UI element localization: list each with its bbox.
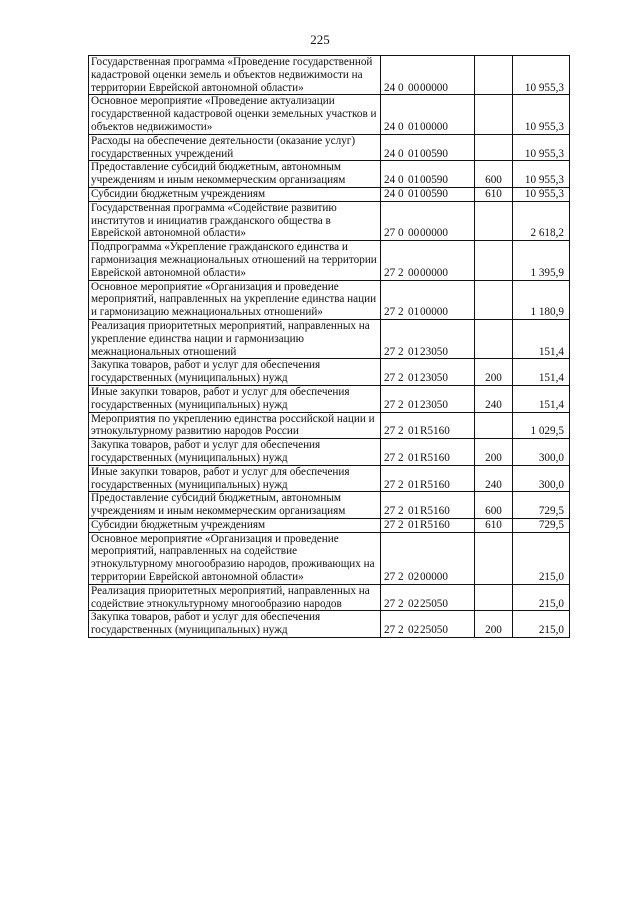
row-code	[381, 241, 475, 280]
row-name: Основное мероприятие «Проведение актуализации государственной кадастровой оценки земельных участков и объектов недвижимости»	[89, 95, 381, 134]
code-part: 0	[398, 174, 404, 187]
code-part: 00000	[420, 120, 448, 133]
table-row	[89, 134, 570, 161]
table-row	[89, 319, 570, 358]
code-part: 2	[398, 571, 404, 584]
table-row	[89, 611, 570, 638]
row-name: Иные закупки товаров, работ и услуг для обеспечения государственных (муниципальных) нужд	[89, 465, 381, 492]
row-code	[381, 201, 475, 240]
row-code	[381, 280, 475, 319]
row-name: Субсидии бюджетным учреждениям	[89, 187, 381, 201]
table-row	[89, 187, 570, 201]
table-row	[89, 532, 570, 584]
code-part: 0	[398, 120, 404, 133]
code-part: 01	[408, 187, 420, 200]
row-amount: 300,0	[513, 465, 570, 492]
budget-table	[88, 55, 570, 638]
code-part: 02	[408, 571, 420, 584]
code-part: 27	[384, 571, 396, 584]
code-part: 01	[408, 174, 420, 187]
code-part: 00590	[420, 174, 448, 187]
row-expense-type	[475, 95, 513, 134]
code-part: 27	[384, 597, 396, 610]
table-row	[89, 385, 570, 412]
code-part: 00000	[420, 81, 448, 94]
row-amount: 151,4	[513, 385, 570, 412]
budget-table-body	[89, 56, 570, 638]
code-part: 27	[384, 478, 396, 491]
table-row	[89, 359, 570, 386]
row-code	[381, 439, 475, 466]
row-amount: 151,4	[513, 359, 570, 386]
row-name: Закупка товаров, работ и услуг для обеспечения государственных (муниципальных) нужд	[89, 611, 381, 638]
page-number: 225	[310, 32, 330, 47]
code-part: 27	[384, 306, 396, 319]
code-part: 00590	[420, 147, 448, 160]
code-part: 2	[398, 266, 404, 279]
code-part: 00	[408, 266, 420, 279]
row-name: Реализация приоритетных мероприятий, направленных на содействие этнокультурному многообразию народов	[89, 584, 381, 611]
row-code	[381, 95, 475, 134]
row-amount: 1 395,9	[513, 241, 570, 280]
code-part: R5160	[420, 451, 450, 464]
table-row	[89, 201, 570, 240]
code-part: 23050	[420, 345, 448, 358]
code-part: 01	[408, 306, 420, 319]
row-expense-type: 600	[475, 161, 513, 188]
row-amount: 10 955,3	[513, 95, 570, 134]
table-row	[89, 492, 570, 519]
code-part: R5160	[420, 425, 450, 438]
code-part: 2	[398, 597, 404, 610]
row-amount: 2 618,2	[513, 201, 570, 240]
code-part: 27	[384, 451, 396, 464]
row-amount: 729,5	[513, 518, 570, 532]
row-name: Закупка товаров, работ и услуг для обеспечения государственных (муниципальных) нужд	[89, 439, 381, 466]
row-code	[381, 584, 475, 611]
table-row	[89, 584, 570, 611]
row-amount: 729,5	[513, 492, 570, 519]
code-part: 01	[408, 398, 420, 411]
code-part: 25050	[420, 597, 448, 610]
row-expense-type: 240	[475, 465, 513, 492]
code-part: 27	[384, 345, 396, 358]
row-expense-type	[475, 584, 513, 611]
row-name: Предоставление субсидий бюджетным, автономным учреждениям и иным некоммерческим организациям	[89, 492, 381, 519]
code-part: 00	[408, 227, 420, 240]
code-part: 00590	[420, 187, 448, 200]
row-code	[381, 412, 475, 439]
row-amount: 300,0	[513, 439, 570, 466]
code-part: 00	[408, 81, 420, 94]
code-part: 2	[398, 451, 404, 464]
code-part: 2	[398, 425, 404, 438]
row-expense-type: 200	[475, 359, 513, 386]
table-row	[89, 280, 570, 319]
row-amount: 1 029,5	[513, 412, 570, 439]
code-part: 2	[398, 518, 404, 531]
code-part: 02	[408, 624, 420, 637]
row-expense-type: 240	[475, 385, 513, 412]
table-row	[89, 95, 570, 134]
row-code	[381, 611, 475, 638]
row-amount: 10 955,3	[513, 56, 570, 95]
row-amount: 215,0	[513, 611, 570, 638]
code-part: 24	[384, 120, 396, 133]
row-name: Основное мероприятие «Организация и проведение мероприятий, направленных на содействие этнокультурному многообразию народов, проживающих на территории Еврейской автономной области»	[89, 532, 381, 584]
table-row	[89, 56, 570, 95]
code-part: 27	[384, 398, 396, 411]
code-part: 27	[384, 266, 396, 279]
row-amount: 10 955,3	[513, 134, 570, 161]
code-part: 24	[384, 187, 396, 200]
code-part: 2	[398, 306, 404, 319]
row-name: Предоставление субсидий бюджетным, автономным учреждениям и иным некоммерческим организациям	[89, 161, 381, 188]
code-part: 01	[408, 120, 420, 133]
code-part: 27	[384, 425, 396, 438]
code-part: R5160	[420, 505, 450, 518]
row-expense-type	[475, 241, 513, 280]
code-part: 02	[408, 597, 420, 610]
code-part: 24	[384, 81, 396, 94]
row-name: Основное мероприятие «Организация и проведение мероприятий, направленных на укрепление единства нации и гармонизацию межнациональных отношений»	[89, 280, 381, 319]
row-name: Подпрограмма «Укрепление гражданского единства и гармонизация межнациональных отношений на территории Еврейской автономной области»	[89, 241, 381, 280]
row-expense-type: 600	[475, 492, 513, 519]
code-part: 23050	[420, 372, 448, 385]
code-part: 25050	[420, 624, 448, 637]
row-name: Реализация приоритетных мероприятий, направленных на укрепление единства нации и гармонизацию межнациональных отношений	[89, 319, 381, 358]
code-part: 24	[384, 147, 396, 160]
row-expense-type: 610	[475, 187, 513, 201]
row-name: Субсидии бюджетным учреждениям	[89, 518, 381, 532]
row-name: Государственная программа «Проведение государственной кадастровой оценки земель и объектов недвижимости на территории Еврейской автономной области»	[89, 56, 381, 95]
row-amount: 10 955,3	[513, 187, 570, 201]
code-part: 01	[408, 147, 420, 160]
row-amount: 10 955,3	[513, 161, 570, 188]
row-expense-type: 200	[475, 439, 513, 466]
row-code	[381, 187, 475, 201]
code-part: 0	[398, 147, 404, 160]
row-name: Мероприятия по укреплению единства российской нации и этнокультурному развитию народов России	[89, 412, 381, 439]
code-part: 2	[398, 345, 404, 358]
code-part: 2	[398, 372, 404, 385]
table-row	[89, 412, 570, 439]
row-code	[381, 385, 475, 412]
code-part: 23050	[420, 398, 448, 411]
row-expense-type	[475, 532, 513, 584]
table-row	[89, 465, 570, 492]
table-row	[89, 439, 570, 466]
code-part: 00000	[420, 306, 448, 319]
row-code	[381, 319, 475, 358]
row-code	[381, 518, 475, 532]
code-part: 01	[408, 451, 420, 464]
row-expense-type: 610	[475, 518, 513, 532]
code-part: 01	[408, 372, 420, 385]
code-part: 01	[408, 425, 420, 438]
row-code	[381, 56, 475, 95]
code-part: 2	[398, 505, 404, 518]
code-part: 0	[398, 227, 404, 240]
row-expense-type	[475, 201, 513, 240]
code-part: 00000	[420, 227, 448, 240]
code-part: 27	[384, 227, 396, 240]
row-expense-type	[475, 280, 513, 319]
row-amount: 215,0	[513, 584, 570, 611]
row-code	[381, 532, 475, 584]
code-part: 27	[384, 624, 396, 637]
row-name: Расходы на обеспечение деятельности (оказание услуг) государственных учреждений	[89, 134, 381, 161]
code-part: 0	[398, 187, 404, 200]
row-amount: 215,0	[513, 532, 570, 584]
row-code	[381, 492, 475, 519]
code-part: 01	[408, 518, 420, 531]
row-code	[381, 465, 475, 492]
code-part: 01	[408, 478, 420, 491]
code-part: 00000	[420, 266, 448, 279]
code-part: 27	[384, 372, 396, 385]
code-part: 01	[408, 505, 420, 518]
code-part: 01	[408, 345, 420, 358]
code-part: R5160	[420, 518, 450, 531]
code-part: 24	[384, 174, 396, 187]
code-part: 2	[398, 624, 404, 637]
code-part: 27	[384, 518, 396, 531]
row-expense-type: 200	[475, 611, 513, 638]
row-expense-type	[475, 412, 513, 439]
row-amount: 1 180,9	[513, 280, 570, 319]
table-row	[89, 518, 570, 532]
code-part: 2	[398, 478, 404, 491]
row-name: Закупка товаров, работ и услуг для обеспечения государственных (муниципальных) нужд	[89, 359, 381, 386]
code-part: 0	[398, 81, 404, 94]
row-expense-type	[475, 56, 513, 95]
row-code	[381, 359, 475, 386]
code-part: 00000	[420, 571, 448, 584]
table-row	[89, 241, 570, 280]
row-name: Государственная программа «Содействие развитию институтов и инициатив гражданского общества в Еврейской автономной области»	[89, 201, 381, 240]
row-code	[381, 134, 475, 161]
code-part: 27	[384, 505, 396, 518]
code-part: R5160	[420, 478, 450, 491]
row-name: Иные закупки товаров, работ и услуг для обеспечения государственных (муниципальных) нужд	[89, 385, 381, 412]
row-expense-type	[475, 319, 513, 358]
row-expense-type	[475, 134, 513, 161]
row-amount: 151,4	[513, 319, 570, 358]
code-part: 2	[398, 398, 404, 411]
row-code	[381, 161, 475, 188]
table-row	[89, 161, 570, 188]
